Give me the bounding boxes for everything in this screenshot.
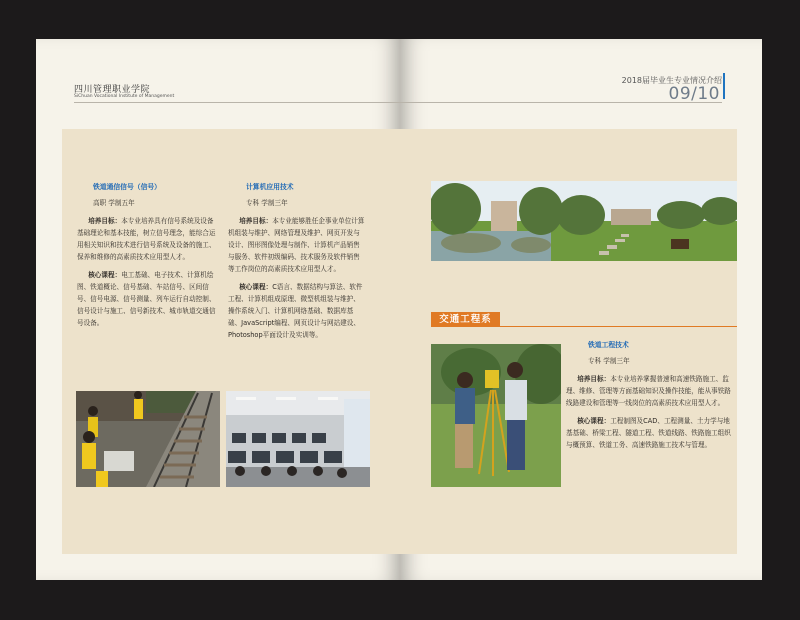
course-text: 电工基础、电子技术、计算机绘图、铁道概论、信号基础、车站信号、区间信号、信号电源、信号测量、列车运行自动控制、信号设计与施工、信号新技术、城市轨道交通信号设备。 xyxy=(77,271,216,327)
course-label: 核心课程： xyxy=(577,417,611,425)
course-text: C语言、数据结构与算法、软件工程、计算机组成原理、微型机组装与维护、操作系统入门、计算机网络基础、数据库基础、JavaScript编程、网页设计与网站建设、Photoshop平面设计及实训等。 xyxy=(228,283,363,339)
course-text: 工程制图及CAD、工程测量、土力学与地基基础、桥梁工程、隧道工程、铁道线路、铁路施工组织与概预算、铁道工务、高速铁路施工技术与管理。 xyxy=(566,417,731,449)
course-label: 核心课程： xyxy=(239,283,273,291)
goal-label: 培养目标： xyxy=(239,217,273,225)
school-name-en: SiChuan Vocational Institute of Management xyxy=(74,94,175,99)
core-courses xyxy=(228,281,366,341)
program-computer-app xyxy=(228,181,366,347)
department-rule xyxy=(500,326,737,327)
header-title-text: 毕业生专业情况介绍 xyxy=(650,76,722,85)
program-title: 铁道工程技术 xyxy=(588,341,629,349)
header-accent-bar xyxy=(723,73,725,99)
goal-label: 培养目标： xyxy=(88,217,122,225)
page-number: 09/10 xyxy=(668,84,720,104)
school-name: 四川管理职业学院 xyxy=(74,85,151,95)
program-railway-signal xyxy=(77,181,218,335)
goal-text: 本专业培养掌握普速和高速铁路施工、监理、维修、管理等方面基础知识及操作技能，能从事铁路线路建设和管理等一线岗位的高素质技术应用型人才。 xyxy=(566,375,731,407)
right-page xyxy=(400,39,762,580)
program-title: 计算机应用技术 xyxy=(246,183,294,191)
program-meta: 专科 学制三年 xyxy=(588,357,630,365)
core-courses xyxy=(566,415,736,451)
campus-lake-photo xyxy=(431,181,737,261)
railway-track-photo xyxy=(76,391,220,487)
left-page xyxy=(36,39,400,580)
header-title-year: 2018届 xyxy=(621,76,650,85)
surveying-photo xyxy=(431,344,561,487)
goal-text: 本专业培养具有信号系统及设备基础理论和基本技能，树立信号理念，能综合运用相关知识和技术进行信号系统及设备的施工、保养和维修的高素质技术应用型人才。 xyxy=(77,217,216,261)
program-railway-engineering xyxy=(566,339,736,457)
program-meta: 专科 学制三年 xyxy=(246,199,288,207)
course-label: 核心课程： xyxy=(88,271,122,279)
goal-text: 本专业能够胜任企事业单位计算机组装与维护、网络管理及维护、网页开发与设计、图形图像处理与制作、计算机产品销售与服务、软件初级编码、技术服务及软件销售等工作岗位的高素质技术应用型人才。 xyxy=(228,217,365,273)
training-goal xyxy=(77,215,218,263)
computer-lab-photo xyxy=(226,391,370,487)
program-title: 铁道通信信号（信号） xyxy=(93,183,161,191)
header-rule xyxy=(74,102,400,103)
department-label: 交通工程系 xyxy=(431,312,500,327)
training-goal xyxy=(228,215,366,275)
core-courses xyxy=(77,269,218,329)
training-goal xyxy=(566,373,736,409)
goal-label: 培养目标： xyxy=(577,375,611,383)
program-meta: 高职 学制五年 xyxy=(93,199,135,207)
